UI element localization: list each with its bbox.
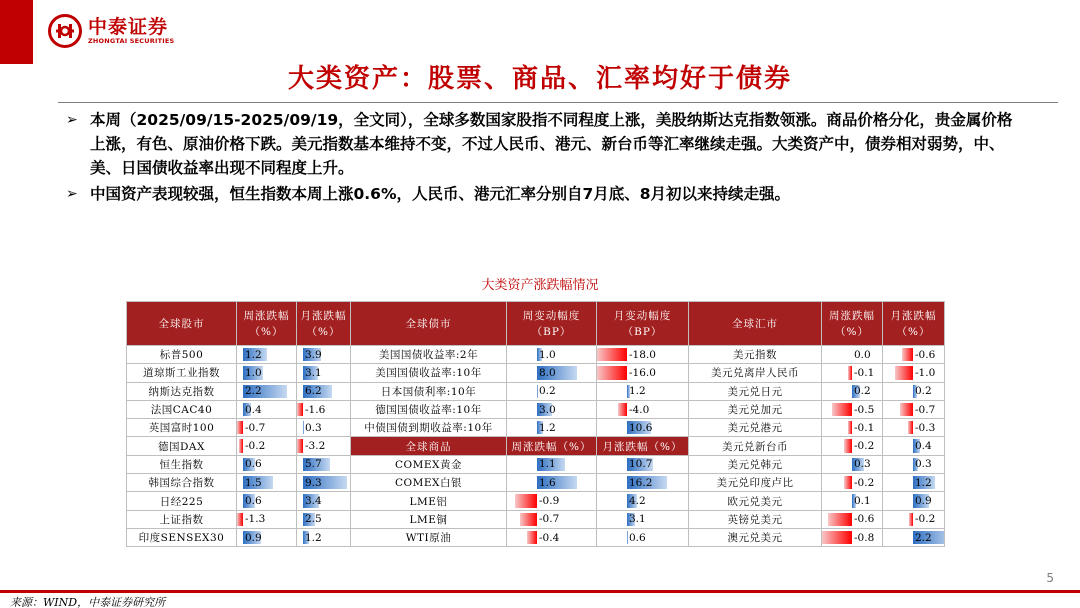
value-cell [597,455,689,473]
negative-bar [239,439,243,452]
header-equity-month: 月涨跌幅（%） [297,302,351,346]
value-label: 1.2 [629,385,646,398]
bond-name: 美国国债收益率:2年 [351,346,507,364]
value-cell [883,346,945,364]
value-label: -4.0 [629,403,650,416]
value-cell [297,437,351,455]
equity-name: 道琼斯工业指数 [127,364,237,382]
value-cell [597,364,689,382]
arrow-bullet-icon: ➢ [66,112,78,128]
value-label: 16.2 [629,476,653,489]
negative-bar [618,403,627,416]
value-label: 10.7 [629,458,653,471]
value-label: 0.2 [915,385,932,398]
value-label: 3.1 [305,366,322,379]
bullet-text: 中国资产表现较强，恒生指数本周上涨0.6%，人民币、港元汇率分别自7月底、8月初以来持续走强。 [90,185,791,203]
header-commodity: 全球商品 [351,437,507,455]
value-cell [297,455,351,473]
value-cell [507,364,597,382]
value-label: -0.1 [854,366,875,379]
page-title: 大类资产：股票、商品、汇率均好于债券 [287,64,792,94]
value-label: 3.1 [629,513,646,526]
asset-performance-table [126,301,945,547]
value-label: 0.2 [539,385,556,398]
value-cell [883,474,945,492]
equity-name: 上证指数 [127,510,237,528]
value-cell [883,437,945,455]
table-header-row [127,302,945,346]
equity-name: 纳斯达克指数 [127,382,237,400]
commodity-name: LME铝 [351,492,507,510]
fx-name: 美元兑日元 [689,382,822,400]
value-label: 0.4 [915,440,932,453]
value-label: 0.6 [245,495,262,508]
value-cell [297,346,351,364]
fx-name: 澳元兑美元 [689,528,822,546]
value-cell [507,510,597,528]
negative-bar [297,439,303,452]
value-cell [237,400,297,418]
table-row [127,437,945,455]
value-cell [822,455,883,473]
header-equity-week: 周涨跌幅（%） [237,302,297,346]
value-cell [237,364,297,382]
bullet-item [66,108,1026,180]
value-cell [822,364,883,382]
value-label: 0.4 [245,403,262,416]
equity-name: 韩国综合指数 [127,474,237,492]
negative-bar [520,513,538,526]
value-cell [297,382,351,400]
value-cell [297,510,351,528]
value-label: -0.2 [915,513,936,526]
fx-name: 美元指数 [689,346,822,364]
fx-name: 美元兑新台币 [689,437,822,455]
value-cell [597,492,689,510]
value-label: -0.6 [915,348,936,361]
header-bond: 全球债市 [351,302,507,346]
value-cell [507,528,597,546]
value-label: -0.7 [915,403,936,416]
header-commodity-week: 周涨跌幅（%） [507,437,597,455]
equity-name: 德国DAX [127,437,237,455]
value-cell [822,346,883,364]
value-cell [507,455,597,473]
equity-name: 法国CAC40 [127,400,237,418]
value-cell [597,382,689,400]
value-cell [597,400,689,418]
header-equity: 全球股市 [127,302,237,346]
fx-name: 美元兑韩元 [689,455,822,473]
value-cell [883,492,945,510]
brand-logo [48,14,174,48]
equity-name: 英国富时100 [127,419,237,437]
value-cell [822,400,883,418]
value-label: -0.5 [854,403,875,416]
negative-bar [828,513,852,526]
fx-name: 美元兑港元 [689,419,822,437]
bond-name: 中债国债到期收益率:10年 [351,419,507,437]
negative-bar [597,348,627,361]
negative-bar [597,366,627,379]
value-cell [883,528,945,546]
negative-bar [900,403,913,416]
value-cell [237,382,297,400]
value-label: 0.2 [854,385,871,398]
negative-bar [832,403,852,416]
bullet-item [66,182,1026,206]
value-label: 3.9 [305,348,322,361]
negative-bar [237,421,243,434]
negative-bar [822,531,852,544]
value-label: 1.2 [305,531,322,544]
value-label: 0.3 [854,458,871,471]
negative-bar [527,531,537,544]
value-cell [507,382,597,400]
value-cell [822,528,883,546]
value-cell [237,346,297,364]
negative-bar [237,513,243,526]
value-label: -1.6 [305,403,326,416]
summary-bullets [66,108,1026,208]
table-row [127,346,945,364]
negative-bar [902,348,913,361]
value-cell [297,474,351,492]
brand-name-en: ZHONGTAI SECURITIES [88,36,175,45]
table-title: 大类资产涨跌幅情况 [481,278,599,293]
table-row [127,400,945,418]
header-bond-week: 周变动幅度（BP） [507,302,597,346]
value-label: -0.8 [854,531,875,544]
bond-name: 德国国债收益率:10年 [351,400,507,418]
negative-bar [848,421,852,434]
bond-name: 日本国债利率:10年 [351,382,507,400]
value-cell [597,528,689,546]
negative-bar [908,421,913,434]
value-label: 2.5 [305,513,322,526]
value-label: 2.2 [915,531,932,544]
value-label: 1.1 [539,458,556,471]
value-cell [822,437,883,455]
value-cell [237,474,297,492]
equity-name: 日经225 [127,492,237,510]
value-label: -0.2 [245,440,266,453]
fx-name: 美元兑加元 [689,400,822,418]
fx-name: 欧元兑美元 [689,492,822,510]
value-label: -0.2 [854,476,875,489]
value-cell [883,400,945,418]
value-cell [507,419,597,437]
value-label: 1.2 [245,348,262,361]
value-cell [297,419,351,437]
value-label: 3.4 [305,495,322,508]
value-label: 1.2 [915,476,932,489]
value-cell [883,419,945,437]
value-label: 2.2 [245,385,262,398]
value-cell [597,419,689,437]
arrow-bullet-icon: ➢ [66,186,78,202]
value-label: -16.0 [629,366,656,379]
value-cell [507,474,597,492]
value-label: 0.6 [629,531,646,544]
table-row [127,474,945,492]
bond-name: 美国国债收益率:10年 [351,364,507,382]
value-cell [237,510,297,528]
value-cell [597,510,689,528]
negative-bar [895,366,913,379]
commodity-name: WTI原油 [351,528,507,546]
value-label: 0.6 [245,458,262,471]
negative-bar [848,366,852,379]
table-row [127,455,945,473]
value-cell [597,346,689,364]
source-note: 来源：WIND，中泰证券研究所 [10,596,166,608]
value-label: -0.1 [854,421,875,434]
value-cell [237,492,297,510]
value-cell [237,419,297,437]
table-row [127,382,945,400]
value-label: -18.0 [629,348,656,361]
value-cell [822,474,883,492]
value-label: -0.4 [539,531,560,544]
value-cell [297,364,351,382]
value-label: -0.9 [539,495,560,508]
value-label: 1.5 [245,476,262,489]
value-label: 0.0 [854,348,871,361]
value-label: 6.2 [305,385,322,398]
bullet-text: 本周（2025/09/15-2025/09/19，全文同），全球多数国家股指不同程度上涨，美股纳斯达克指数领涨。商品价格分化，贵金属价格上涨，有色、原油价格下跌。美元指数基本维持不变，不过人民币、港元、新台币等汇率继续走强。大类资产中，债券相对弱势，中、美、日国债收益率出现不同程度上升。 [90,111,1013,177]
negative-bar [844,476,852,489]
equity-name: 印度SENSEX30 [127,528,237,546]
header-fx-week: 周涨跌幅（%） [822,302,883,346]
page-number: 5 [1046,571,1054,585]
footer-divider [0,590,1080,593]
table-row [127,510,945,528]
value-label: -0.2 [854,440,875,453]
value-label: 0.3 [305,421,322,434]
commodity-name: LME铜 [351,510,507,528]
positive-bar [537,385,538,398]
table-row [127,528,945,546]
value-label: -0.6 [854,513,875,526]
fx-name: 美元兑印度卢比 [689,474,822,492]
header-fx: 全球汇市 [689,302,822,346]
value-label: -0.7 [539,513,560,526]
brand-logo-icon [48,14,82,48]
corner-red-bar [0,0,33,64]
value-cell [883,455,945,473]
commodity-name: COMEX黄金 [351,455,507,473]
value-label: 5.7 [305,458,322,471]
value-cell [237,528,297,546]
equity-name: 恒生指数 [127,455,237,473]
value-cell [597,474,689,492]
value-cell [237,455,297,473]
value-label: -1.0 [915,366,936,379]
value-label: 3.0 [539,403,556,416]
value-label: -1.3 [245,513,266,526]
value-label: 1.0 [539,348,556,361]
title-divider [58,102,1058,103]
value-label: 0.3 [915,458,932,471]
value-label: -0.3 [915,421,936,434]
value-cell [297,528,351,546]
table-row [127,419,945,437]
value-label: 0.9 [915,495,932,508]
equity-name: 标普500 [127,346,237,364]
value-cell [297,400,351,418]
value-cell [822,382,883,400]
negative-bar [909,513,913,526]
header-fx-month: 月涨跌幅（%） [883,302,945,346]
negative-bar [844,439,852,452]
header-bond-month: 月变动幅度（BP） [597,302,689,346]
negative-bar [515,494,538,507]
value-cell [507,492,597,510]
value-label: 8.0 [539,366,556,379]
value-label: 1.0 [245,366,262,379]
value-label: 10.6 [629,421,653,434]
value-cell [822,492,883,510]
value-label: 0.1 [854,495,871,508]
value-label: -0.7 [245,421,266,434]
negative-bar [297,403,303,416]
fx-name: 英镑兑美元 [689,510,822,528]
value-cell [822,419,883,437]
value-cell [883,364,945,382]
value-label: 1.2 [539,421,556,434]
value-cell [883,382,945,400]
value-label: 0.9 [245,531,262,544]
table-row [127,492,945,510]
value-label: -3.2 [305,440,326,453]
value-label: 9.3 [305,476,322,489]
value-label: 1.6 [539,476,556,489]
table-row [127,364,945,382]
fx-name: 美元兑离岸人民币 [689,364,822,382]
value-cell [507,346,597,364]
header-commodity-month: 月涨跌幅（%） [597,437,689,455]
value-cell [237,437,297,455]
value-cell [883,510,945,528]
value-cell [507,400,597,418]
value-cell [297,492,351,510]
commodity-name: COMEX白银 [351,474,507,492]
brand-name-cn: 中泰证券 [88,15,169,38]
value-label: 4.2 [629,495,646,508]
value-cell [822,510,883,528]
